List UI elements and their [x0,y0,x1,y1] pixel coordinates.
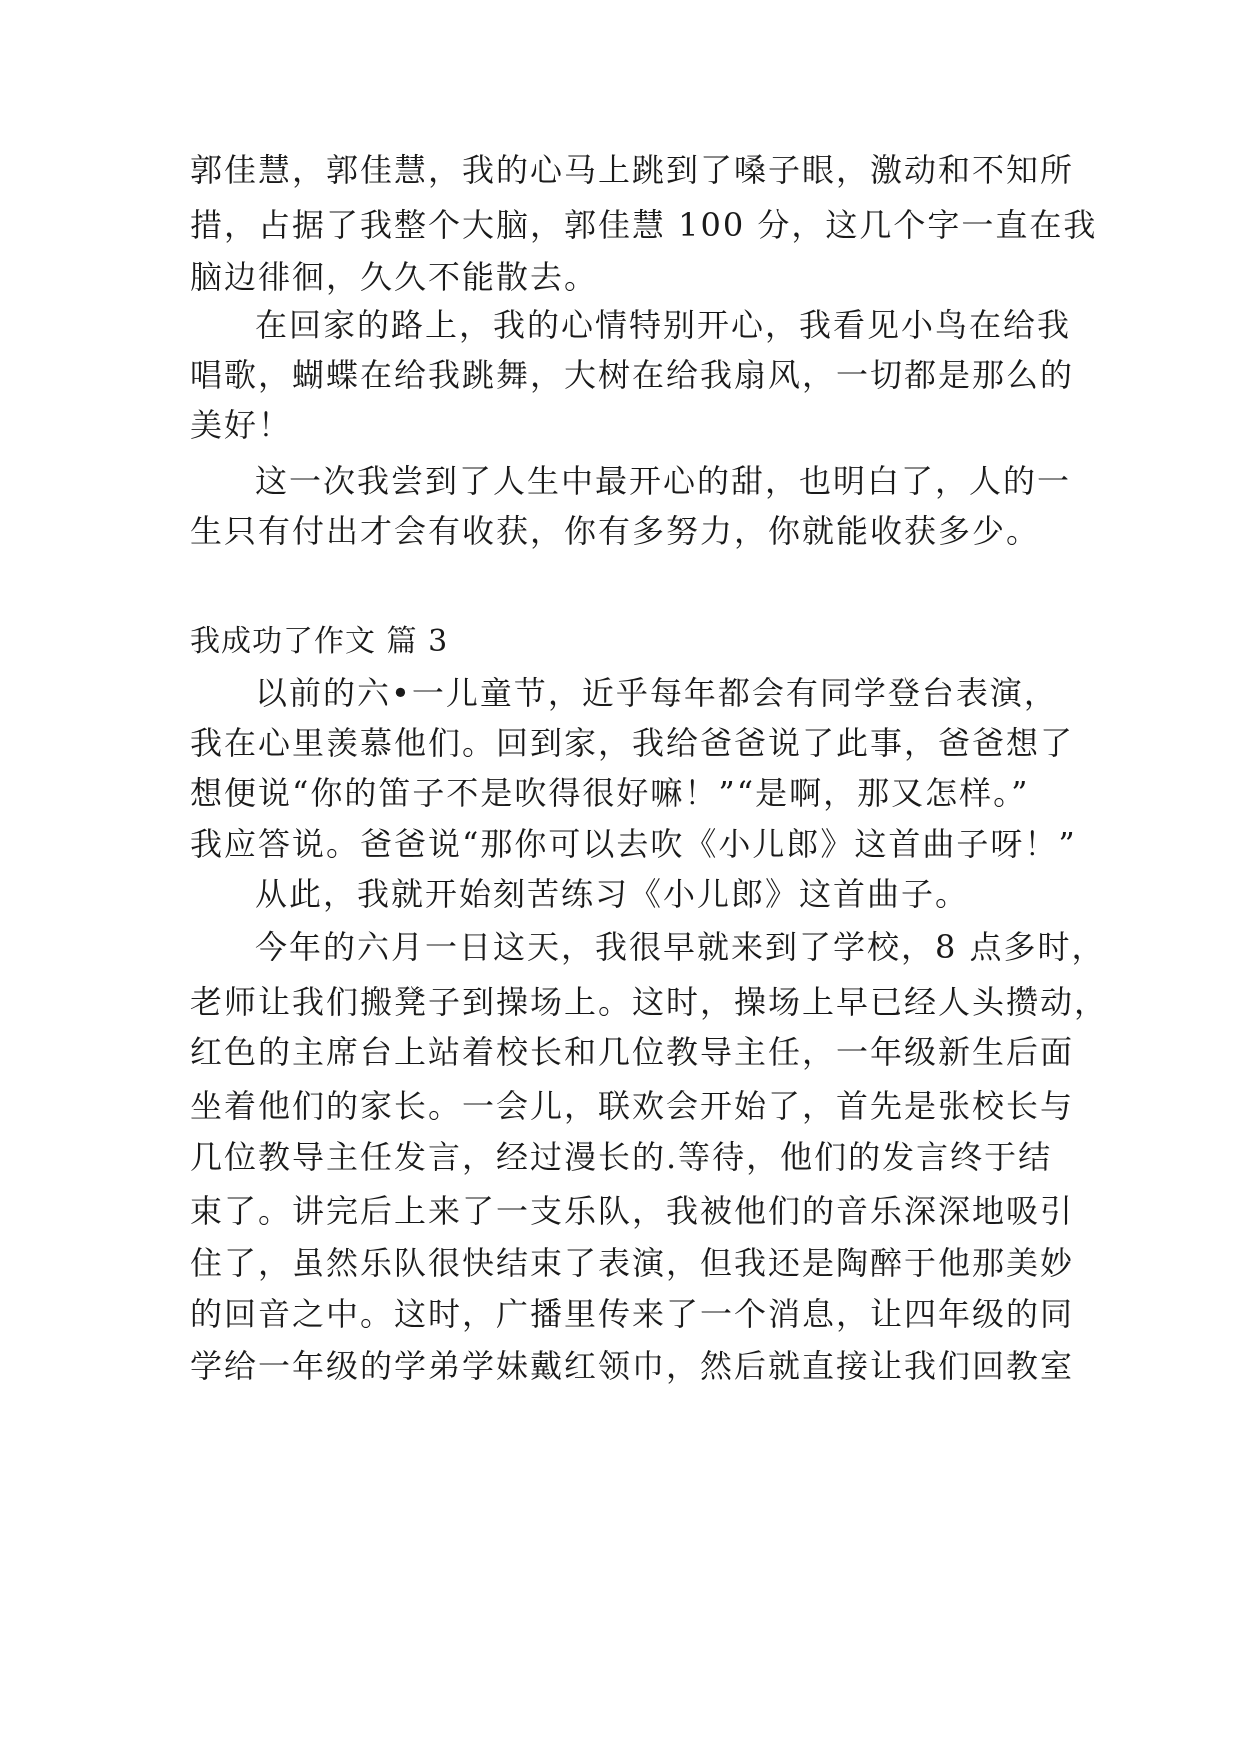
text-line: 在回家的路上，我的心情特别开心，我看见小鸟在给我 [255,306,1072,344]
text-line: 生只有付出才会有收获，你有多努力，你就能收获多少。 [190,512,1041,550]
text-line: 今年的六月一日这天，我很早就来到了学校，8 点多时， [255,928,1106,966]
text-line: 红色的主席台上站着校长和几位教导主任，一年级新生后面 [190,1033,1075,1071]
text-line: 束了。讲完后上来了一支乐队，我被他们的音乐深深地吸引 [190,1192,1075,1230]
text-line: 老师让我们搬凳子到操场上。这时，操场上早已经人头攒动， [190,983,1109,1021]
text-line: 脑边徘徊，久久不能散去。 [190,258,599,296]
text-line: 想便说“你的笛子不是吹得很好嘛！”“是啊，那又怎样。” [190,774,1030,812]
text-line: 学给一年级的学弟学妹戴红领巾，然后就直接让我们回教室 [190,1347,1075,1385]
text-line: 住了，虽然乐队很快结束了表演，但我还是陶醉于他那美妙 [190,1244,1075,1282]
text-line: 几位教导主任发言，经过漫长的.等待，他们的发言终于结 [190,1138,1053,1176]
text-line: 唱歌，蝴蝶在给我跳舞，大树在给我扇风，一切都是那么的 [190,356,1075,394]
text-line: 坐着他们的家长。一会儿，联欢会开始了，首先是张校长与 [190,1087,1075,1125]
text-line: 这一次我尝到了人生中最开心的甜，也明白了，人的一 [255,462,1072,500]
text-line: 我应答说。爸爸说“那你可以去吹《小儿郎》这首曲子呀！” [190,825,1077,863]
text-line: 的回音之中。这时，广播里传来了一个消息，让四年级的同 [190,1295,1075,1333]
section-title: 我成功了作文 篇 3 [190,624,449,659]
text-line: 措，占据了我整个大脑，郭佳慧 100 分，这几个字一直在我 [190,206,1098,244]
text-line: 美好！ [190,406,293,444]
text-line: 我在心里羡慕他们。回到家，我给爸爸说了此事，爸爸想了 [190,724,1075,762]
text-line: 郭佳慧，郭佳慧，我的心马上跳到了嗓子眼，激动和不知所 [190,151,1075,189]
text-line: 以前的六•一儿童节，近乎每年都会有同学登台表演， [255,674,1058,712]
text-line: 从此，我就开始刻苦练习《小儿郎》这首曲子。 [255,875,970,913]
